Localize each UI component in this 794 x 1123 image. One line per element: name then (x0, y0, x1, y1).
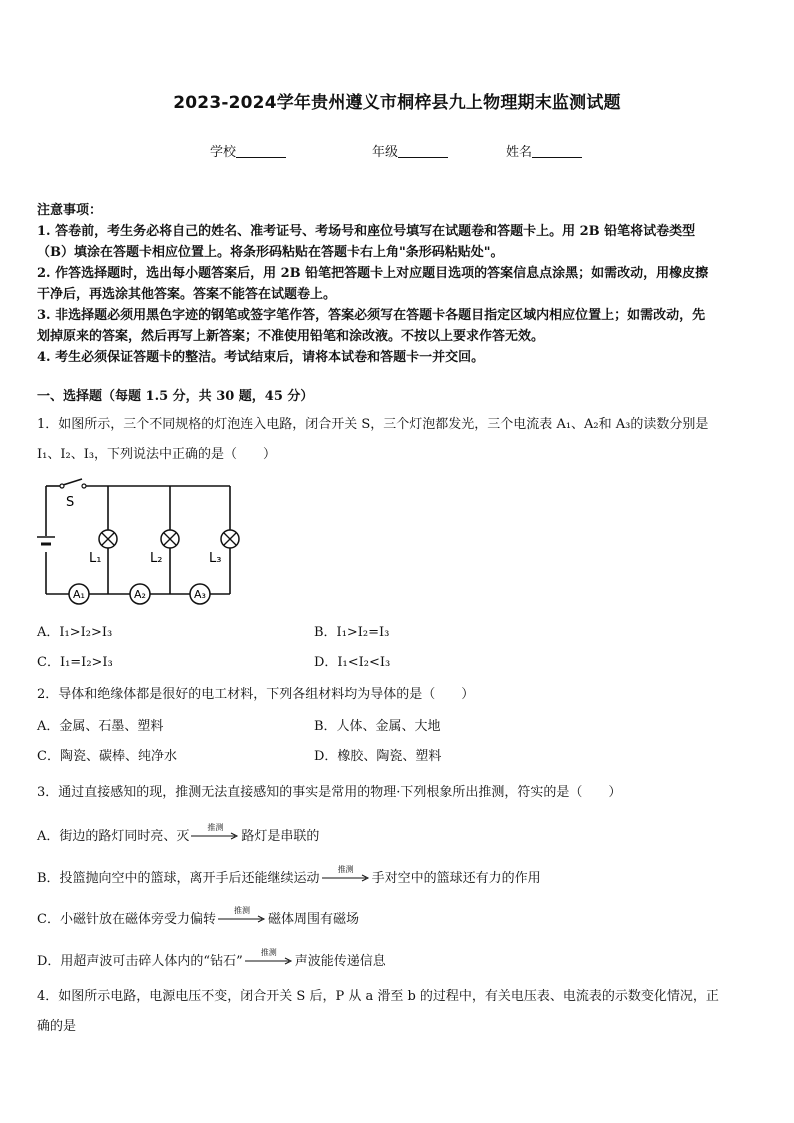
switch-contact-icon (82, 484, 86, 488)
q3-option-c (37, 906, 359, 929)
note-3b: 划掉原来的答案，然后再写上新答案；不准使用铅笔和涂改液。不按以上要求作答无效。 (37, 329, 545, 344)
q3-option-c-premise: C．小磁针放在磁体旁受力偏转 (37, 912, 216, 927)
infer-arrow-label: 推测 (260, 948, 277, 957)
exam-title: 2023-2024学年贵州遵义市桐梓县九上物理期末监测试题 (173, 93, 621, 113)
q1-option-d: D．I₁<I₂<I₃ (314, 655, 391, 670)
school-field (210, 141, 286, 160)
q3-stem: 3．通过直接感知的现，推测无法直接感知的事实是常用的物理·下列根象所出推测，符实的是（ ） (37, 785, 622, 800)
lamp-l2-icon (161, 530, 179, 548)
q3-option-a-conclusion: 路灯是串联的 (241, 829, 320, 844)
name-field (506, 141, 582, 160)
name-label: 姓名 (506, 145, 533, 160)
grade-field (372, 141, 448, 160)
note-4: 4. 考生必须保证答题卡的整洁。考试结束后，请将本试卷和答题卡一并交回。 (37, 350, 485, 365)
switch-label: S (66, 495, 75, 510)
note-2a: 2. 作答选择题时，选出每小题答案后，用 2B 铅笔把答题卡上对应题目选项的答案信息点涂黑；如需改动，用橡皮擦 (37, 266, 709, 281)
note-2b: 干净后，再选涂其他答案。答案不能答在试题卷上。 (37, 287, 337, 302)
q1-option-c: C．I₁=I₂>I₃ (37, 655, 113, 670)
q1-circuit-diagram (36, 476, 246, 608)
ammeter-a1-icon (69, 584, 89, 604)
q3-option-a (37, 823, 320, 846)
infer-arrow-icon (191, 823, 239, 842)
infer-arrow-label: 推测 (337, 865, 354, 874)
school-blank (236, 144, 286, 158)
q3-option-b-premise: B．投篮抛向空中的篮球，离开手后还能继续运动 (37, 871, 320, 886)
name-blank (532, 144, 582, 158)
ammeter-a3-label: A₃ (194, 588, 206, 601)
q3-option-d-premise: D．用超声波可击碎人体内的“钻石” (37, 954, 243, 969)
infer-arrow-label: 推测 (233, 906, 250, 915)
q4-stem-b: 确的是 (37, 1019, 77, 1034)
q1-stem-b: I₁、I₂、I₃，下列说法中正确的是（ ） (37, 447, 277, 462)
infer-arrow-label: 推测 (207, 823, 224, 832)
q1-option-b: B．I₁>I₂=I₃ (314, 625, 390, 640)
q3-option-a-premise: A．街边的路灯同时亮、灭 (37, 829, 190, 844)
infer-arrow-icon (245, 948, 293, 967)
infer-arrow-icon (322, 865, 370, 884)
q3-option-b-conclusion: 手对空中的篮球还有力的作用 (371, 871, 541, 886)
q1-option-a: A．I₁>I₂>I₃ (37, 625, 113, 640)
lamp-l3-label: L₃ (209, 551, 222, 566)
grade-blank (398, 144, 448, 158)
infer-arrow-icon (218, 906, 266, 925)
ammeter-a2-label: A₂ (134, 588, 146, 601)
lamp-l1-icon (99, 530, 117, 548)
q2-option-a: A．金属、石墨、塑料 (37, 719, 164, 734)
ammeter-a2-icon (130, 584, 150, 604)
battery-icon (37, 537, 55, 544)
school-label: 学校 (210, 145, 237, 160)
switch-contact-icon (60, 484, 64, 488)
q3-option-b (37, 865, 541, 888)
q1-stem-a: 1．如图所示，三个不同规格的灯泡连入电路，闭合开关 S，三个灯泡都发光，三个电流表 A₁、A₂和 A₃的读数分别是 (37, 417, 709, 432)
lamp-l1-label: L₁ (89, 551, 102, 566)
section-heading: 一、选择题（每题 1.5 分，共 30 题，45 分） (37, 389, 314, 404)
q3-option-d-conclusion: 声波能传递信息 (294, 954, 386, 969)
lamp-l3-icon (221, 530, 239, 548)
note-1a: 1. 答卷前，考生务必将自己的姓名、准考证号、考场号和座位号填写在试题卷和答题卡上。用 2B 铅笔将试卷类型 (37, 224, 696, 239)
q2-option-b: B．人体、金属、大地 (314, 719, 441, 734)
q2-option-c: C．陶瓷、碳棒、纯净水 (37, 749, 177, 764)
q2-option-d: D．橡胶、陶瓷、塑料 (314, 749, 442, 764)
ammeter-a1-label: A₁ (73, 588, 85, 601)
grade-label: 年级 (372, 145, 399, 160)
note-1b: （B）填涂在答题卡相应位置上。将条形码粘贴在答题卡右上角"条形码粘贴处"。 (37, 245, 504, 260)
q4-stem-a: 4．如图所示电路，电源电压不变，闭合开关 S 后，P 从 a 滑至 b 的过程中，有关电压表、电流表的示数变化情况，正 (37, 989, 719, 1004)
note-3a: 3. 非选择题必须用黑色字迹的钢笔或签字笔作答，答案必须写在答题卡各题目指定区域内相应位置上；如需改动，先 (37, 308, 706, 323)
lamp-l2-label: L₂ (150, 551, 163, 566)
q2-stem: 2．导体和绝缘体都是很好的电工材料，下列各组材料均为导体的是（ ） (37, 687, 475, 702)
q3-option-d (37, 948, 386, 971)
notes-heading: 注意事项： (37, 203, 103, 218)
ammeter-a3-icon (190, 584, 210, 604)
q3-option-c-conclusion: 磁体周围有磁场 (267, 912, 359, 927)
